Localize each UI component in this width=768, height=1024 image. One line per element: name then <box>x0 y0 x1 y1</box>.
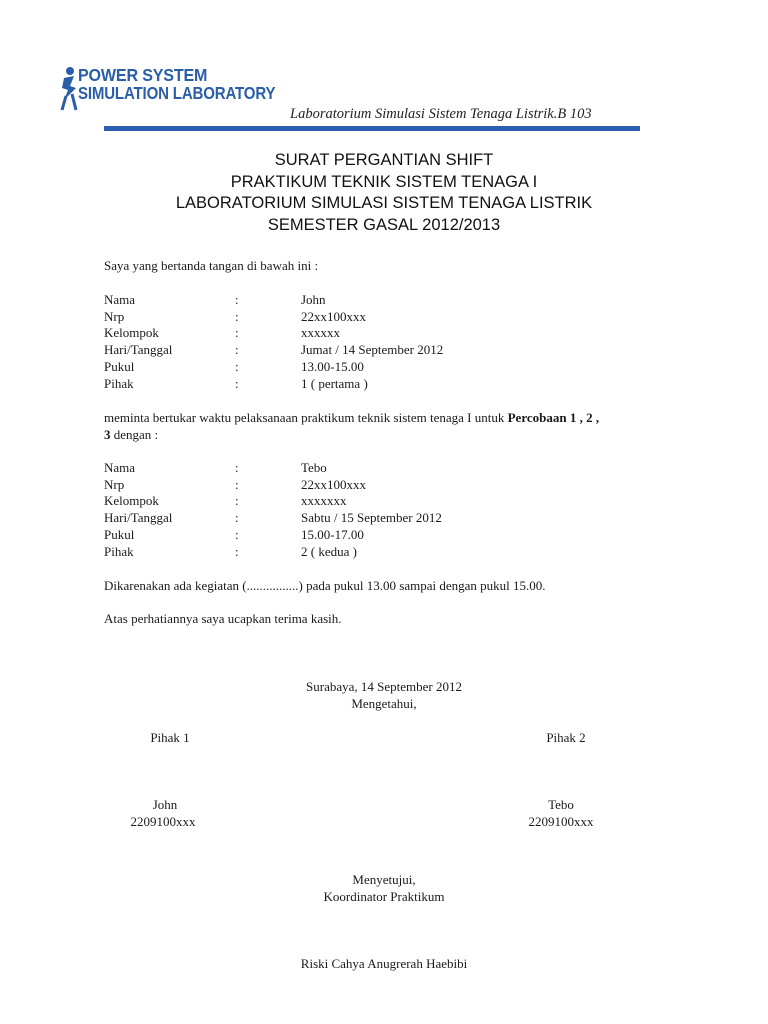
lab-subtitle: Laboratorium Simulasi Sistem Tenaga Listrik.B 103 <box>290 106 592 122</box>
title-line-3: LABORATORIUM SIMULASI SISTEM TENAGA LISTRIK <box>175 194 593 212</box>
title-line-4: SEMESTER GASAL 2012/2013 <box>267 215 501 234</box>
title-line-2: PRAKTIKUM TEKNIK SISTEM TENAGA I <box>230 172 538 191</box>
party1-signature-name: John <box>152 797 178 812</box>
party2-signature-label: Pihak 2 <box>546 730 586 745</box>
acknowledged-label: Mengetahui, <box>351 696 417 711</box>
power-figure-icon <box>58 66 80 112</box>
experiment-numbers: Percobaan 1 , 2 , <box>507 410 600 425</box>
lab-logo <box>58 66 298 116</box>
party1-signature-nrp: 2209100xxx <box>130 814 196 829</box>
intro-text: Saya yang bertanda tangan di bawah ini : <box>104 258 319 273</box>
place-date: Surabaya, 14 September 2012 <box>306 679 462 694</box>
thanks-text: Atas perhatiannya saya ucapkan terima kasih. <box>104 611 342 626</box>
party1-signature-label: Pihak 1 <box>150 730 190 745</box>
logo-title-line1: POWER SYSTEM <box>78 65 208 85</box>
coordinator-title: Koordinator Praktikum <box>323 889 445 904</box>
reason-text: Dikarenakan ada kegiatan (................) pada pukul 13.00 sampai dengan pukul 15.00. <box>104 578 546 593</box>
approved-label: Menyetujui, <box>352 872 416 887</box>
request-paragraph: meminta bertukar waktu pelaksanaan praktikum teknik sistem tenaga I untuk Percobaan 1 , 2 , 3 dengan : <box>104 410 600 442</box>
document-title <box>0 150 768 236</box>
party2-signature-nrp: 2209100xxx <box>528 814 594 829</box>
coordinator-name: Riski Cahya Anugrerah Haebibi <box>300 956 468 971</box>
title-line-1: SURAT PERGANTIAN SHIFT <box>274 151 494 169</box>
logo-title-line2: SIMULATION LABORATORY <box>78 83 276 103</box>
party2-signature-name: Tebo <box>548 797 574 812</box>
header-divider <box>104 126 640 131</box>
